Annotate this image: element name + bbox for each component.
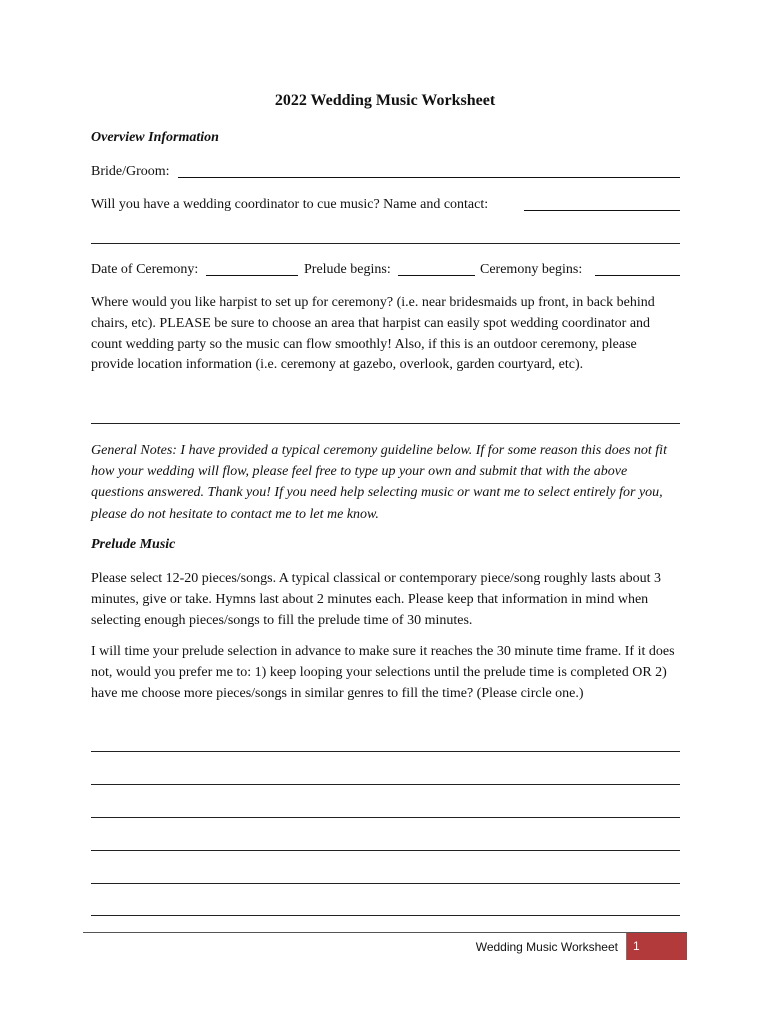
prelude-begins-field[interactable] (398, 275, 475, 276)
ceremony-date-field[interactable] (206, 275, 298, 276)
prelude-heading: Prelude Music (91, 537, 176, 552)
coordinator-field-line-2[interactable] (91, 243, 680, 244)
page-title: 2022 Wedding Music Worksheet (274, 92, 496, 109)
prelude-answer-line[interactable] (91, 883, 680, 884)
harpist-question: Where would you like harpist to set up for ceremony? (i.e. near bridesmaids up front, in back behind chairs, etc). PLEASE be sure to choose an area that harpist can easily spot wedding coordinator and count wedding party so the music can flow smoothly! Also, if this is an outdoor ceremony, please provide location information (i.e. ceremony at gazebo, overlook, garden courtyard, etc). (91, 295, 655, 373)
overview-heading: Overview Information (91, 130, 219, 145)
page-number-badge (627, 933, 687, 960)
bride-groom-label: Bride/Groom: (91, 164, 170, 179)
page-number: 1 (633, 939, 640, 953)
footer-divider (83, 932, 687, 933)
coordinator-label: Will you have a wedding coordinator to cue music? Name and contact: (91, 197, 489, 212)
ceremony-begins-label: Ceremony begins: (480, 262, 583, 277)
prelude-answer-line[interactable] (91, 817, 680, 818)
prelude-timing-question: I will time your prelude selection in advance to make sure it reaches the 30 minute time frame. If it does not, would you prefer me to: 1) keep looping your selections until the prelude time is completed OR 2) have me choose more pieces/songs in similar genres to fill the time? (Please circle one.) (91, 644, 675, 701)
prelude-answer-line[interactable] (91, 751, 680, 752)
ceremony-begins-field[interactable] (595, 275, 680, 276)
general-notes: General Notes: I have provided a typical ceremony guideline below. If for some reason this does not fit how your wedding will flow, please feel free to type up your own and submit that with the above questions answered. Thank you! If you need help selecting music or want me to select entirely for you, please do not hesitate to contact me to let me know. (91, 443, 667, 522)
prelude-answer-line[interactable] (91, 850, 680, 851)
ceremony-date-label: Date of Ceremony: (91, 262, 199, 277)
bride-groom-field[interactable] (178, 177, 680, 178)
prelude-answer-line[interactable] (91, 784, 680, 785)
footer-label: Wedding Music Worksheet (475, 940, 618, 954)
prelude-instructions: Please select 12-20 pieces/songs. A typical classical or contemporary piece/song roughly lasts about 3 minutes, give or take. Hymns last about 2 minutes each. Please keep that information in mind when selecting enough pieces/songs to fill the prelude time of 30 minutes. (91, 571, 661, 628)
coordinator-field[interactable] (524, 210, 680, 211)
prelude-answer-line[interactable] (91, 915, 680, 916)
harpist-location-field[interactable] (91, 423, 680, 424)
prelude-begins-label: Prelude begins: (304, 262, 391, 277)
